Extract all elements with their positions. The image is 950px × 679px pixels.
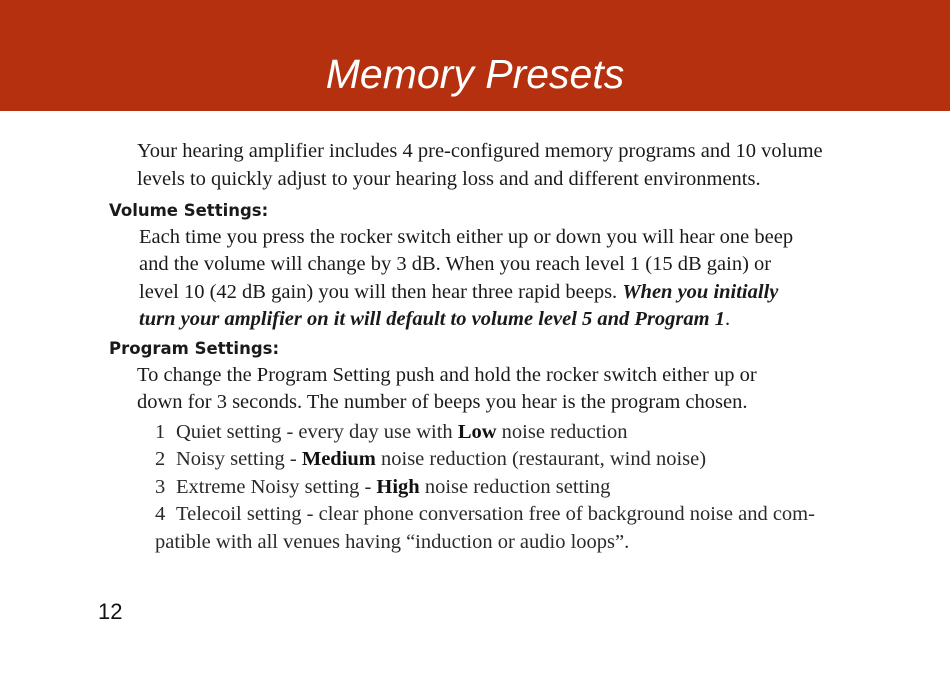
- program-description: Extreme Noisy setting -: [176, 475, 377, 498]
- program-item-telecoil: [155, 501, 915, 556]
- program-item-quiet: [155, 419, 915, 446]
- noise-level-high: High: [376, 475, 420, 498]
- program-description: Telecoil setting - clear phone conversation free of background noise and com-: [176, 503, 815, 526]
- program-description-end: noise reduction (restaurant, wind noise): [375, 448, 707, 471]
- volume-default-emphasis-start: When you initially: [622, 280, 779, 303]
- program-number: 1: [155, 421, 166, 443]
- intro-line-1: Your hearing amplifier includes 4 pre-configured memory programs and 10 volume: [137, 140, 823, 162]
- program-line-2: down for 3 seconds. The number of beeps you hear is the program chosen.: [137, 391, 748, 414]
- noise-level-low: Low: [457, 421, 497, 443]
- program-list: [155, 419, 915, 556]
- program-number: 2: [155, 448, 166, 471]
- page-title: Memory Presets: [325, 51, 625, 97]
- program-number: 3: [155, 475, 166, 498]
- program-description-continued: patible with all venues having “induction or audio loops”.: [155, 530, 630, 553]
- intro-paragraph: [137, 138, 897, 193]
- program-item-extreme-noisy: [155, 474, 915, 501]
- program-line-1: To change the Program Setting push and hold the rocker switch either up or: [137, 364, 757, 386]
- volume-line-1: Each time you press the rocker switch either up or down you will hear one beep: [139, 226, 794, 248]
- program-description-end: noise reduction setting: [419, 475, 611, 498]
- volume-line-3: level 10 (42 dB gain) you will then hear three rapid beeps.: [139, 280, 618, 303]
- noise-level-medium: Medium: [301, 448, 376, 471]
- program-item-noisy: [155, 446, 915, 473]
- volume-default-emphasis: turn your amplifier on it will default to volume level 5 and Program 1: [139, 308, 725, 331]
- program-settings-paragraph: [137, 362, 897, 417]
- program-settings-heading: Program Settings:: [109, 339, 280, 358]
- volume-settings-heading: Volume Settings:: [109, 201, 269, 220]
- volume-period: .: [724, 308, 731, 331]
- program-number: 4: [155, 503, 166, 526]
- volume-line-2: and the volume will change by 3 dB. When you reach level 1 (15 dB gain) or: [139, 253, 772, 276]
- page-number: 12: [98, 599, 123, 624]
- volume-settings-paragraph: [139, 224, 899, 334]
- program-description-end: noise reduction: [496, 421, 628, 443]
- program-description: Quiet setting - every day use with: [176, 421, 458, 443]
- program-description: Noisy setting -: [176, 448, 302, 471]
- intro-line-2: levels to quickly adjust to your hearing loss and and different environments.: [137, 167, 761, 190]
